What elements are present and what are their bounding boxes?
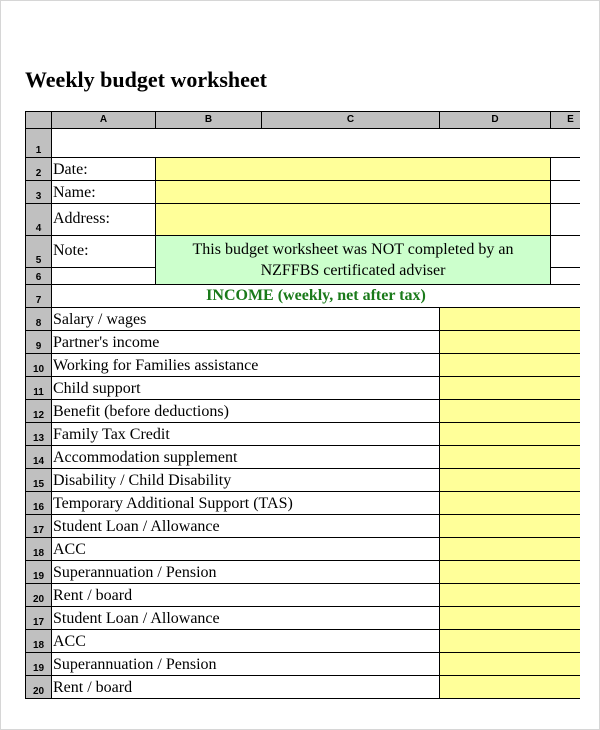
income-amount-input[interactable] <box>440 469 580 492</box>
corner-header[interactable] <box>25 111 52 129</box>
row-header[interactable]: 17 <box>25 607 52 630</box>
income-amount-input[interactable] <box>440 400 580 423</box>
row-header[interactable]: 1 <box>25 129 52 158</box>
row-3-col-e[interactable] <box>551 181 580 204</box>
row-6-col-a[interactable] <box>52 268 156 285</box>
name-label: Name: <box>53 184 96 201</box>
row-1-cells[interactable] <box>52 129 580 158</box>
row-header[interactable]: 8 <box>25 308 52 331</box>
income-amount-input[interactable] <box>440 607 580 630</box>
income-row-label: ACC <box>53 633 86 650</box>
note-label: Note: <box>53 242 89 259</box>
row-header[interactable]: 5 <box>25 236 52 268</box>
income-amount-input[interactable] <box>440 492 580 515</box>
income-amount-input[interactable] <box>440 584 580 607</box>
row-header[interactable]: 18 <box>25 630 52 653</box>
row-header[interactable]: 20 <box>25 584 52 607</box>
column-header-a[interactable]: A <box>52 111 156 129</box>
income-section-header: INCOME (weekly, net after tax) <box>52 285 580 308</box>
income-amount-input[interactable] <box>440 377 580 400</box>
row-header[interactable]: 4 <box>25 204 52 236</box>
row-header[interactable]: 16 <box>25 492 52 515</box>
income-row-label: Family Tax Credit <box>53 426 170 443</box>
income-amount-input[interactable] <box>440 331 580 354</box>
income-amount-input[interactable] <box>440 446 580 469</box>
row-header[interactable]: 18 <box>25 538 52 561</box>
row-header[interactable]: 3 <box>25 181 52 204</box>
date-label: Date: <box>53 161 88 178</box>
income-amount-input[interactable] <box>440 561 580 584</box>
income-row-label: Rent / board <box>53 587 133 604</box>
income-amount-input[interactable] <box>440 308 580 331</box>
income-row-label: Student Loan / Allowance <box>53 518 220 535</box>
income-amount-input[interactable] <box>440 630 580 653</box>
income-row-label: Working for Families assistance <box>53 357 259 374</box>
row-header[interactable]: 6 <box>25 268 52 285</box>
row-4-col-e[interactable] <box>551 204 580 236</box>
column-header-d[interactable]: D <box>440 111 551 129</box>
spreadsheet-grid <box>25 111 580 701</box>
income-row-label: Accommodation supplement <box>53 449 238 466</box>
row-header[interactable]: 12 <box>25 400 52 423</box>
row-header[interactable]: 14 <box>25 446 52 469</box>
income-amount-input[interactable] <box>440 653 580 676</box>
row-header[interactable]: 9 <box>25 331 52 354</box>
row-header[interactable]: 10 <box>25 354 52 377</box>
row-header[interactable]: 7 <box>25 285 52 308</box>
row-header[interactable]: 2 <box>25 158 52 181</box>
name-input[interactable] <box>156 181 551 204</box>
income-row-label: Rent / board <box>53 679 133 696</box>
address-label: Address: <box>53 210 110 227</box>
row-2-col-e[interactable] <box>551 158 580 181</box>
column-header-b[interactable]: B <box>156 111 262 129</box>
income-amount-input[interactable] <box>440 515 580 538</box>
address-input[interactable] <box>156 204 551 236</box>
income-amount-input[interactable] <box>440 423 580 446</box>
income-row-label: ACC <box>53 541 86 558</box>
income-row-label: Superannuation / Pension <box>53 564 217 581</box>
row-header[interactable]: 11 <box>25 377 52 400</box>
date-input[interactable] <box>156 158 551 181</box>
income-row-label: Salary / wages <box>53 311 147 328</box>
income-row-label-cell <box>52 538 440 561</box>
row-header[interactable]: 17 <box>25 515 52 538</box>
row-header[interactable]: 19 <box>25 653 52 676</box>
income-row-label: Child support <box>53 380 141 397</box>
row-header[interactable]: 19 <box>25 561 52 584</box>
income-amount-input[interactable] <box>440 354 580 377</box>
income-amount-input[interactable] <box>440 676 580 699</box>
page-title: Weekly budget worksheet <box>25 67 267 92</box>
column-header-e[interactable]: E <box>551 111 580 129</box>
income-row-label: Student Loan / Allowance <box>53 610 220 627</box>
income-row-label: Partner's income <box>53 334 160 351</box>
row-header[interactable]: 13 <box>25 423 52 446</box>
row-header[interactable]: 15 <box>25 469 52 492</box>
income-amount-input[interactable] <box>440 538 580 561</box>
note-text: This budget worksheet was NOT completed by an NZFFBS certificated adviser <box>156 236 551 285</box>
income-row-label: Disability / Child Disability <box>53 472 232 489</box>
row-5-col-e[interactable] <box>551 236 580 268</box>
row-6-col-e[interactable] <box>551 268 580 285</box>
income-row-label: Benefit (before deductions) <box>53 403 229 420</box>
row-header[interactable]: 20 <box>25 676 52 699</box>
income-row-label: Superannuation / Pension <box>53 656 217 673</box>
income-row-label-cell <box>52 630 440 653</box>
column-header-c[interactable]: C <box>262 111 440 129</box>
income-row-label: Temporary Additional Support (TAS) <box>53 495 293 512</box>
